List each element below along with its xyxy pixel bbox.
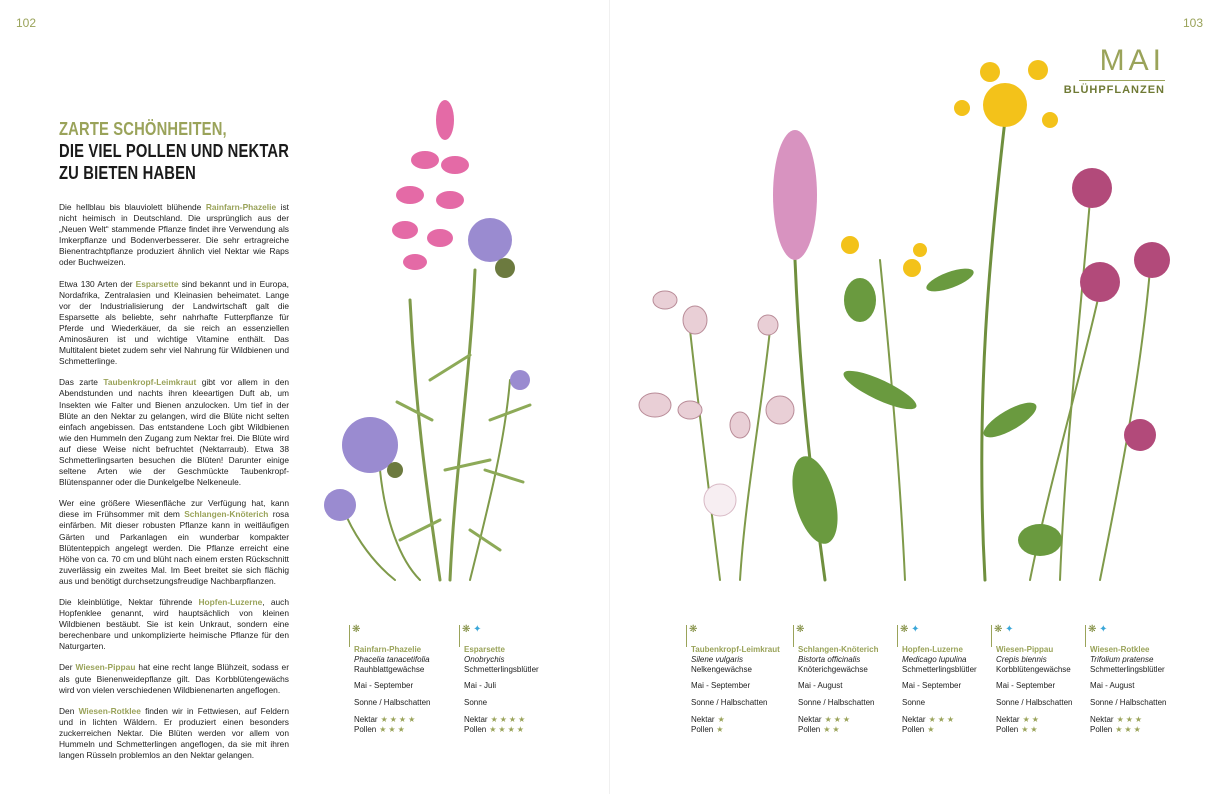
body-text-segment: Die hellblau bis blauviolett blühende — [59, 202, 206, 212]
nectar-stars: ★★★ — [1116, 715, 1145, 724]
nectar-label: Nektar — [464, 715, 488, 724]
body-text-segment: rosa einfärben. Mit dieser robusten Pflanze kann in weitläufigen Gärten und Parkanlagen ein wunderbar kompakter Blütenteppich angelegt werden. Die Pflanze erreicht eine Höhe von ca. 70 cm und blüht nach einem ersten Rückschnitt zuverlässig ein zweites Mal. Im Beet breitet sie sich flächig aus und benötigt durchsetzungsfreudige Nachbarpflanzen. — [59, 509, 289, 586]
plant-common-name: Wiesen-Pippau — [996, 645, 1054, 654]
pollen-label: Pollen — [354, 725, 377, 734]
pollen-label: Pollen — [996, 725, 1019, 734]
plant-common-name: Schlangen-Knöterich — [798, 645, 879, 654]
plant-card — [686, 625, 782, 735]
page-number-left: 102 — [16, 16, 37, 30]
body-text-segment: sind bekannt und in Europa, Nordafrika, Zentralasien und Kleinasien beheimatet. Lange vor der Industrialisierung der Landwirtschaft galt die Esparsette als beliebte, sehr nahrhafte Futterpflanze für Pferde und Wiederkäuer, da sie reich an essenziellen Aminosäuren ist und wichtige Vitamine enthält. Das Multitalent bietet zudem sehr viel Nahrung für Wildbienen und Schmetterlinge. — [59, 278, 289, 367]
nectar-rating — [459, 715, 555, 725]
plant-name-highlight: Taubenkropf-Leimkraut — [103, 377, 197, 388]
plant-common-name: Wiesen-Rotklee — [1090, 645, 1150, 654]
pollen-stars: ★★★ — [379, 725, 407, 734]
plant-latin-name: Crepis biennis — [996, 655, 1047, 664]
bee-icon: ❋ — [796, 624, 805, 635]
light-requirement: Sonne — [464, 698, 488, 707]
plant-card — [349, 625, 445, 735]
nectar-rating — [897, 715, 993, 725]
butterfly-icon: ✦ — [470, 624, 482, 635]
plant-common-name: Rainfarn-Phazelie — [354, 645, 422, 654]
body-text-segment: ist nicht heimisch in Deutschland. Die ursprünglich aus der „Neuen Welt“ stammende Pflanze findet ihre Verwendung als Imkerpflanze und Bodenverbesserer. Die sehr ertragreiche Bienentrachtpflanze produziert ähnlich viel Nektar wie Raps oder Buchweizen. — [59, 202, 289, 268]
plant-common-name: Hopfen-Luzerne — [902, 645, 963, 654]
plant-family: Schmetterlingsblütler — [1090, 665, 1165, 674]
pollen-rating — [991, 725, 1087, 735]
pollinator-icons — [459, 625, 555, 639]
plant-name-highlight: Esparsette — [135, 278, 179, 289]
pollen-label: Pollen — [1090, 725, 1113, 734]
plant-name-highlight: Schlangen-Knöterich — [184, 509, 269, 520]
nectar-label: Nektar — [996, 715, 1020, 724]
body-text-segment: gibt vor allem in den Abendstunden und nachts ihren kleeartigen Duft ab, um Insekten wie Falter und Bienen anzulocken. Um tief in der Blüte an den Nektar zu gelangen, wird die Blüte nicht selten einfach angebissen. Das entstandene Loch gibt Wildbienen wie den Hummeln den Zugang zum Nektar frei. Die Blüte wird auf diese Weise nicht befruchtet (Nektarraub). Etwa 38 Schmetterlingsarten besuchen die Blüten! Darunter einige seltene Arten wie der Geschmückte Taubenkropf-Blütenspanner oder die Dunkelgelbe Nelkeneule. — [59, 377, 290, 488]
body-text-segment: finden wir in Fettwiesen, auf Feldern und in lichten Wäldern. Er produziert einen besonders zuckerreichen Nektar. Die Blüten werden vor allem von Hummeln und Schmetterlingen angeflogen, da sie mit ihren langen Rüsseln problemlos an den Nektar gelangen. — [59, 705, 289, 761]
nectar-rating — [991, 715, 1087, 725]
nectar-rating — [793, 715, 889, 725]
plant-family: Schmetterlingsblütler — [464, 665, 539, 674]
plant-card — [793, 625, 889, 735]
body-text-segment: Die kleinblütige, Nektar führende — [59, 597, 199, 607]
nectar-stars: ★★ — [1022, 715, 1041, 724]
pollen-rating — [1085, 725, 1181, 735]
bee-icon: ❋ — [994, 624, 1003, 635]
plant-latin-name: Phacelia tanacetifolia — [354, 655, 430, 664]
bee-icon: ❋ — [352, 624, 361, 635]
pollen-rating — [793, 725, 889, 735]
nectar-rating — [1085, 715, 1181, 725]
plant-name-highlight: Wiesen-Rotklee — [78, 705, 141, 716]
meadow-flowers-photo — [639, 60, 1170, 580]
pollen-rating — [897, 725, 993, 735]
plant-name-highlight: Hopfen-Luzerne — [198, 597, 263, 607]
bloom-period: Mai - September — [691, 681, 751, 690]
butterfly-icon: ✦ — [1096, 624, 1108, 635]
butterfly-icon: ✦ — [1002, 624, 1014, 635]
plant-card — [897, 625, 993, 735]
card-divider — [1085, 625, 1086, 647]
bee-icon: ❋ — [462, 624, 471, 635]
pollinator-icons — [897, 625, 993, 639]
body-text-segment: Etwa 130 Arten der — [59, 278, 136, 289]
bloom-period: Mai - August — [1090, 681, 1135, 690]
plant-family: Knöterichgewächse — [798, 665, 868, 674]
plant-family: Rauhblattgewächse — [354, 665, 425, 674]
plant-name-highlight: Rainfarn-Phazelie — [205, 202, 277, 212]
bloom-period: Mai - September — [902, 681, 962, 690]
light-requirement: Sonne / Halbschatten — [354, 698, 431, 707]
headline-line-1: ZARTE SCHÖNHEITEN, — [59, 119, 227, 139]
pollen-label: Pollen — [464, 725, 487, 734]
nectar-label: Nektar — [1090, 715, 1114, 724]
pollen-stars: ★ — [716, 725, 726, 734]
bloom-period: Mai - September — [996, 681, 1056, 690]
bloom-period: Mai - Juli — [464, 681, 497, 690]
pollinator-icons — [349, 625, 445, 639]
card-divider — [686, 625, 687, 647]
light-requirement: Sonne / Halbschatten — [691, 698, 768, 707]
light-requirement: Sonne / Halbschatten — [1090, 698, 1167, 707]
nectar-label: Nektar — [354, 715, 378, 724]
body-text-segment: Der — [59, 662, 76, 673]
body-text-segment: hat eine recht lange Blühzeit, sodass er als gute Bienenweidepflanze gilt. Das Korbblütengewächs wird von vielen verschiedenen Wildbienenarten angeflogen. — [59, 662, 289, 695]
card-divider — [897, 625, 898, 647]
bee-icon: ❋ — [900, 624, 909, 635]
pollen-rating — [686, 725, 782, 735]
pollen-stars: ★ — [927, 725, 937, 734]
nectar-rating — [349, 715, 445, 725]
plant-family: Nelkengewächse — [691, 665, 752, 674]
plant-latin-name: Trifolium pratense — [1090, 655, 1154, 664]
plant-family: Korbblütengewächse — [996, 665, 1071, 674]
headline-line-2: DIE VIEL POLLEN UND NEKTAR — [59, 141, 290, 161]
light-requirement: Sonne / Halbschatten — [996, 698, 1073, 707]
page-number-right: 103 — [1182, 16, 1203, 30]
nectar-label: Nektar — [902, 715, 926, 724]
nectar-label: Nektar — [691, 715, 715, 724]
bloom-period: Mai - September — [354, 681, 414, 690]
body-text-segment: Den — [59, 705, 79, 716]
plant-name-highlight: Wiesen-Pippau — [75, 662, 136, 673]
plant-card — [1085, 625, 1181, 735]
nectar-stars: ★★★★ — [380, 715, 418, 724]
nectar-stars: ★★★ — [928, 715, 957, 724]
bee-icon: ❋ — [1088, 624, 1097, 635]
body-text-segment: Wer eine größere Wiesenfläche zur Verfügung hat, kann diese im Frühsommer mit dem — [59, 498, 289, 520]
butterfly-icon: ✦ — [908, 624, 920, 635]
pollen-stars: ★★ — [1021, 725, 1040, 734]
plant-latin-name: Bistorta officinalis — [798, 655, 861, 664]
bee-icon: ❋ — [689, 624, 698, 635]
pollen-label: Pollen — [902, 725, 925, 734]
card-divider — [991, 625, 992, 647]
bloom-period: Mai - August — [798, 681, 843, 690]
phacelia-esparsette-photo — [324, 100, 530, 580]
pollen-rating — [349, 725, 445, 735]
month-title: MAI — [1099, 44, 1165, 77]
headline-line-3: ZU BIETEN HABEN — [59, 163, 196, 183]
plant-family: Schmetterlingsblütler — [902, 665, 977, 674]
nectar-stars: ★★★ — [824, 715, 853, 724]
light-requirement: Sonne — [902, 698, 926, 707]
pollen-stars: ★★★★ — [489, 725, 526, 734]
pollinator-icons — [686, 625, 782, 639]
body-text-segment: , auch Hopfenklee genannt, wird hauptsächlich von kleinen Wildbienen bestäubt. Sie ist kein Unkraut, sondern eine berechenbare und unkomplizierte heimische Pflanze für den Naturgarten. — [59, 597, 289, 652]
section-subtitle: BLÜHPFLANZEN — [1063, 84, 1165, 96]
pollinator-icons — [991, 625, 1087, 639]
nectar-stars: ★ — [717, 715, 727, 724]
nectar-stars: ★★★★ — [490, 715, 528, 724]
card-divider — [459, 625, 460, 647]
card-divider — [793, 625, 794, 647]
pollen-stars: ★★ — [823, 725, 842, 734]
plant-latin-name: Medicago lupulina — [902, 655, 967, 664]
plant-common-name: Taubenkropf-Leimkraut — [691, 645, 780, 654]
pollen-label: Pollen — [691, 725, 714, 734]
pollen-label: Pollen — [798, 725, 821, 734]
body-text-segment: Das zarte — [59, 377, 104, 388]
light-requirement: Sonne / Halbschatten — [798, 698, 875, 707]
plant-latin-name: Onobrychis — [464, 655, 505, 664]
pollinator-icons — [1085, 625, 1181, 639]
pollen-rating — [459, 725, 555, 735]
card-divider — [349, 625, 350, 647]
nectar-label: Nektar — [798, 715, 822, 724]
plant-card — [459, 625, 555, 735]
pollinator-icons — [793, 625, 889, 639]
plant-card — [991, 625, 1087, 735]
plant-common-name: Esparsette — [464, 645, 505, 654]
nectar-rating — [686, 715, 782, 725]
pollen-stars: ★★★ — [1115, 725, 1143, 734]
plant-latin-name: Silene vulgaris — [691, 655, 744, 664]
